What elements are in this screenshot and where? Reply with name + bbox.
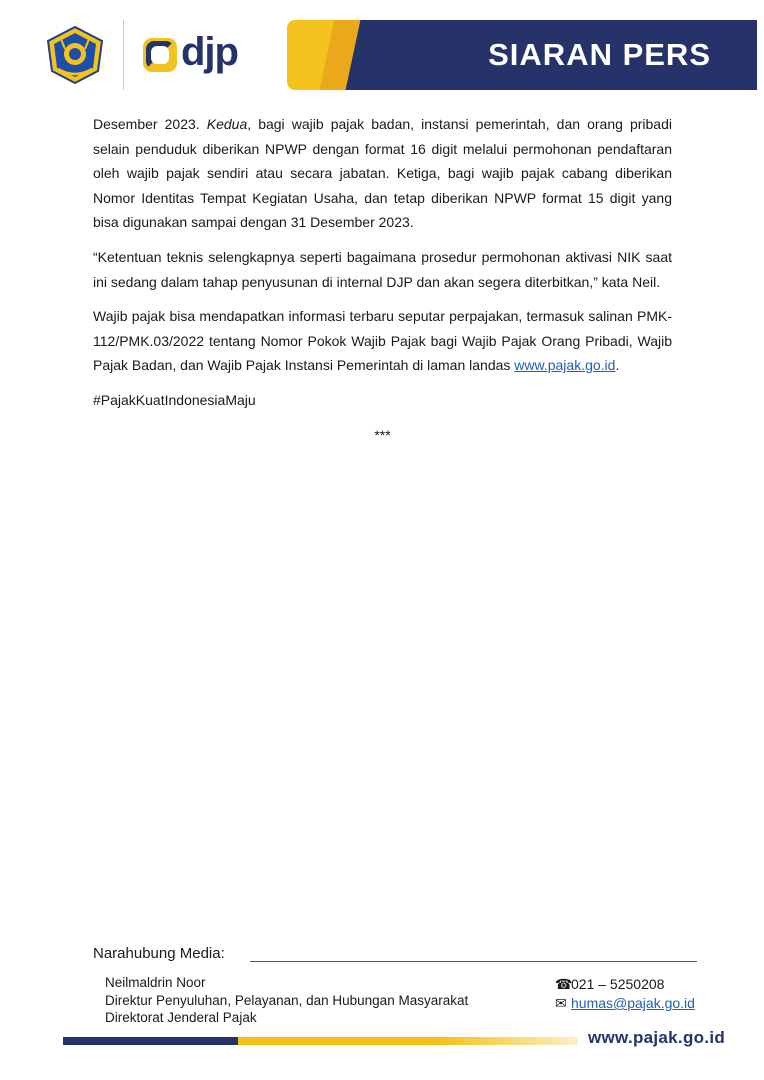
contact-heading: Narahubung Media: — [93, 945, 225, 962]
djp-logo-text: djp — [181, 30, 238, 74]
banner-title: SIARAN PERS — [488, 37, 711, 72]
contact-details — [555, 975, 695, 1013]
pajak-website-link[interactable]: www.pajak.go.id — [514, 357, 616, 374]
footer-website: www.pajak.go.id — [588, 1028, 726, 1047]
paragraph-3 — [93, 304, 672, 378]
contact-name: Neilmaldrin Noor — [105, 975, 206, 990]
contact-person — [105, 974, 468, 1027]
paragraph-3-text: Wajib pajak bisa mendapatkan informasi terbaru seputar perpajakan, termasuk salinan PMK-112/PMK.03/2022 tentang Nomor Pokok Wajib Pajak bagi Wajib Pajak Orang Pribadi, Wajib Pajak Badan, dan Wajib Pajak Instansi Pemerintah di laman landas — [93, 308, 672, 374]
kemenkeu-emblem-logo — [44, 25, 106, 85]
paragraph-1-italic: Kedua — [206, 116, 248, 132]
telephone-icon: ☎ — [555, 976, 573, 992]
paragraph-2-quote: “Ketentuan teknis selengkapnya seperti bagaimana prosedur permohonan aktivasi NIK saat ini sedang dalam tahap penyusunan di internal DJP dan akan segera diterbitkan,” kata Neil. — [93, 248, 672, 290]
envelope-icon: ✉ — [555, 995, 567, 1011]
djp-logo-mark-icon — [143, 38, 177, 72]
paragraph-3-end: . — [615, 357, 620, 374]
paragraph-1-rest: , bagi wajib pajak badan, instansi pemerintah, dan orang pribadi selain penduduk diberikan NPWP dengan format 16 digit melalui permohonan pendaftaran oleh wajib pajak sendiri atau secara jabatan. Ketiga, bagi wajib pajak cabang diberikan Nomor Identitas Tempat Kegiatan Usaha, dan tetap diberikan NPWP format 15 digit yang bisa digunakan sampai dengan 31 Desember 2023. — [93, 116, 672, 231]
paragraph-1-start: Desember 2023. — [93, 116, 207, 132]
contact-email-link[interactable]: humas@pajak.go.id — [571, 995, 695, 1011]
footer-color-bar — [63, 1037, 578, 1045]
djp-logo — [143, 30, 243, 78]
contact-organization: Direktorat Jenderal Pajak — [105, 1010, 257, 1025]
contact-phone: 021 – 5250208 — [571, 976, 665, 992]
press-release-body — [93, 112, 672, 457]
contact-divider — [250, 961, 697, 962]
siaran-pers-banner — [287, 20, 757, 90]
contact-position: Direktur Penyuluhan, Pelayanan, dan Hubungan Masyarakat — [105, 992, 469, 1008]
hashtag: #PajakKuatIndonesiaMaju — [93, 391, 256, 408]
section-separator: *** — [374, 426, 391, 443]
header-divider — [123, 20, 124, 90]
paragraph-1 — [93, 112, 672, 235]
